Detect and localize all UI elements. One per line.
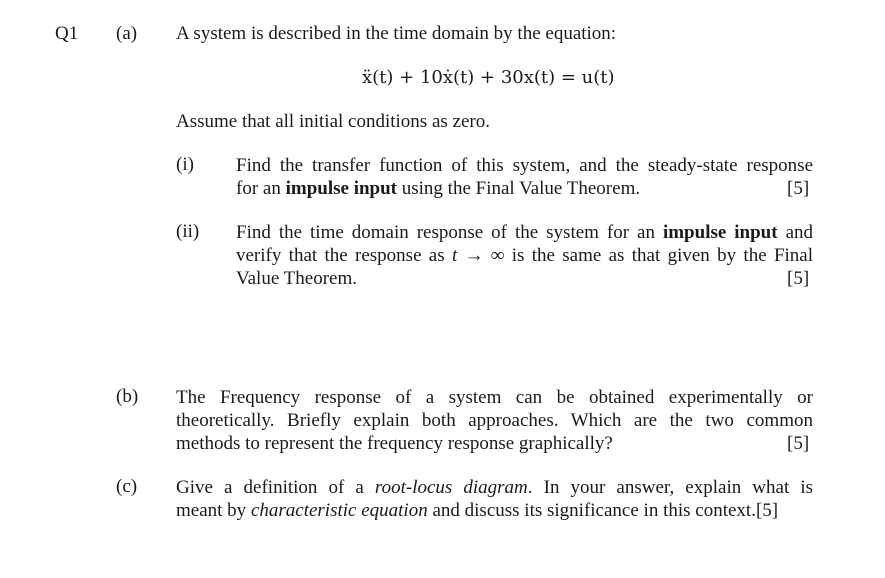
sub-ii-marks: [5] [787, 268, 810, 289]
sub-i-line2-post: using the Final Value Theorem. [397, 178, 641, 199]
part-c-line2-pre: meant by [176, 500, 251, 521]
sub-ii-line2-pre: verify that the response as [236, 245, 452, 266]
part-c-line2-post: and discuss its significance in this context. [427, 500, 756, 521]
sub-i-line2-pre: for an [236, 178, 286, 199]
part-b-label: (b) [116, 386, 139, 407]
part-b-line2 [176, 409, 813, 432]
part-a-intro: A system is described in the time domain by the equation: [176, 23, 617, 44]
part-a-label: (a) [116, 23, 138, 44]
sub-ii-line2-post: is the same as that given by the Final [504, 245, 813, 266]
part-c-italic-characteristic-equation: characteristic equation [250, 500, 428, 521]
sub-ii-label: (ii) [176, 221, 200, 242]
sub-ii-line1 [236, 221, 813, 244]
part-b-line2-text: theoretically. Briefly explain both approaches. Which are the two common [176, 410, 813, 431]
sub-ii-line1-post: and [777, 222, 814, 243]
sub-i-line1 [236, 154, 813, 177]
question-number: Q1 [55, 23, 79, 44]
part-b-marks: [5] [787, 433, 810, 454]
sub-i-label: (i) [176, 154, 194, 175]
part-c-line1 [176, 476, 813, 499]
sub-i-bold-impulse: impulse input [285, 178, 397, 199]
part-c-line1-pre: Give a definition of a [176, 477, 375, 498]
sub-ii-line3: Value Theorem. [236, 268, 357, 289]
part-c-italic-root-locus: root-locus diagram [374, 477, 528, 498]
sub-ii-line2-math: t → ∞ [451, 245, 505, 266]
sub-ii-line1-pre: Find the time domain response of the system for an [236, 222, 663, 243]
part-a-assumption: Assume that all initial conditions as zero. [176, 111, 490, 132]
differential-equation: ẍ(t) + 10ẋ(t) + 30x(t) = u(t) [362, 67, 615, 88]
part-b-line1-text: The Frequency response of a system can be obtained experimentally or [176, 387, 813, 408]
part-c-label: (c) [116, 476, 138, 497]
part-c-line2 [176, 499, 778, 522]
part-c-marks: [5] [755, 500, 779, 521]
part-b-line1 [176, 386, 813, 409]
sub-i-line2 [236, 177, 640, 200]
sub-i-line1-text: Find the transfer function of this system, and the steady-state response [236, 155, 813, 176]
sub-i-marks: [5] [787, 178, 810, 199]
part-c-line1-post: . In your answer, explain what is [527, 477, 813, 498]
sub-ii-bold-impulse: impulse input [662, 222, 778, 243]
sub-ii-line2 [236, 244, 813, 267]
part-b-line3: methods to represent the frequency response graphically? [176, 433, 613, 454]
